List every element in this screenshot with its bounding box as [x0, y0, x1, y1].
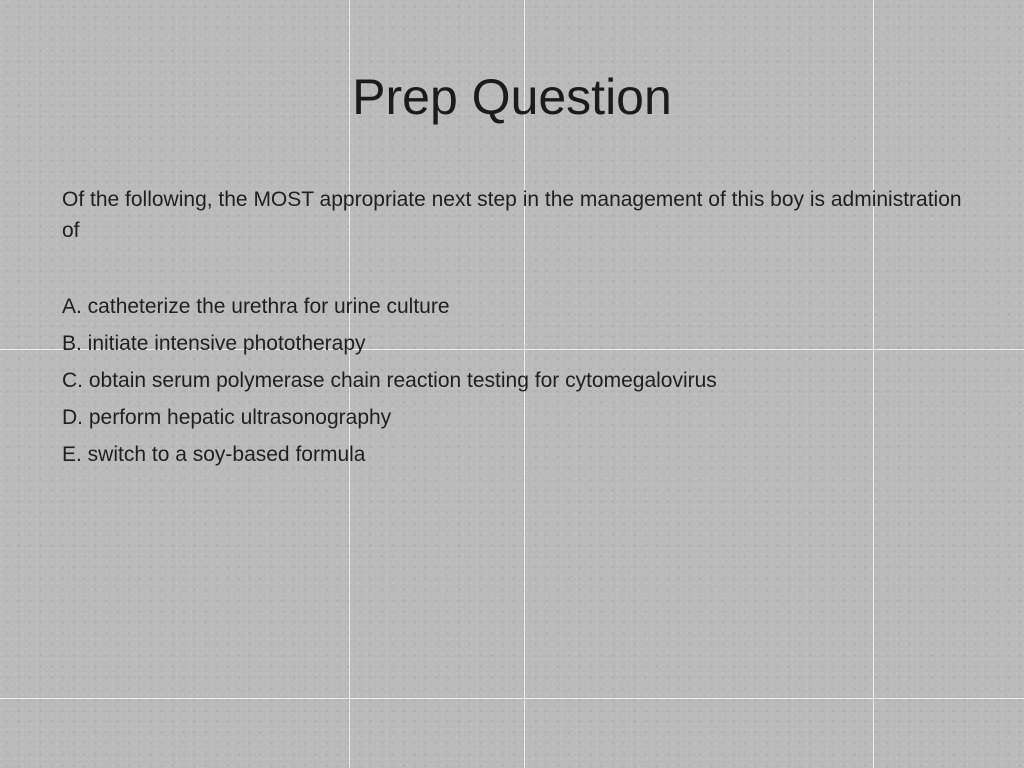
answer-options-list — [62, 288, 962, 473]
answer-option-c: C. obtain serum polymerase chain reaction testing for cytomegalovirus — [62, 369, 717, 392]
answer-option-e: E. switch to a soy-based formula — [62, 443, 366, 466]
answer-option-a: A. catheterize the urethra for urine culture — [62, 295, 450, 318]
answer-option-d: D. perform hepatic ultrasonography — [62, 406, 392, 429]
question-text: Of the following, the MOST appropriate next step in the management of this boy is administration of — [62, 188, 962, 242]
grid-line-horizontal — [0, 698, 1024, 699]
answer-option-b: B. initiate intensive phototherapy — [62, 332, 366, 355]
slide-title: Prep Question — [352, 69, 672, 125]
